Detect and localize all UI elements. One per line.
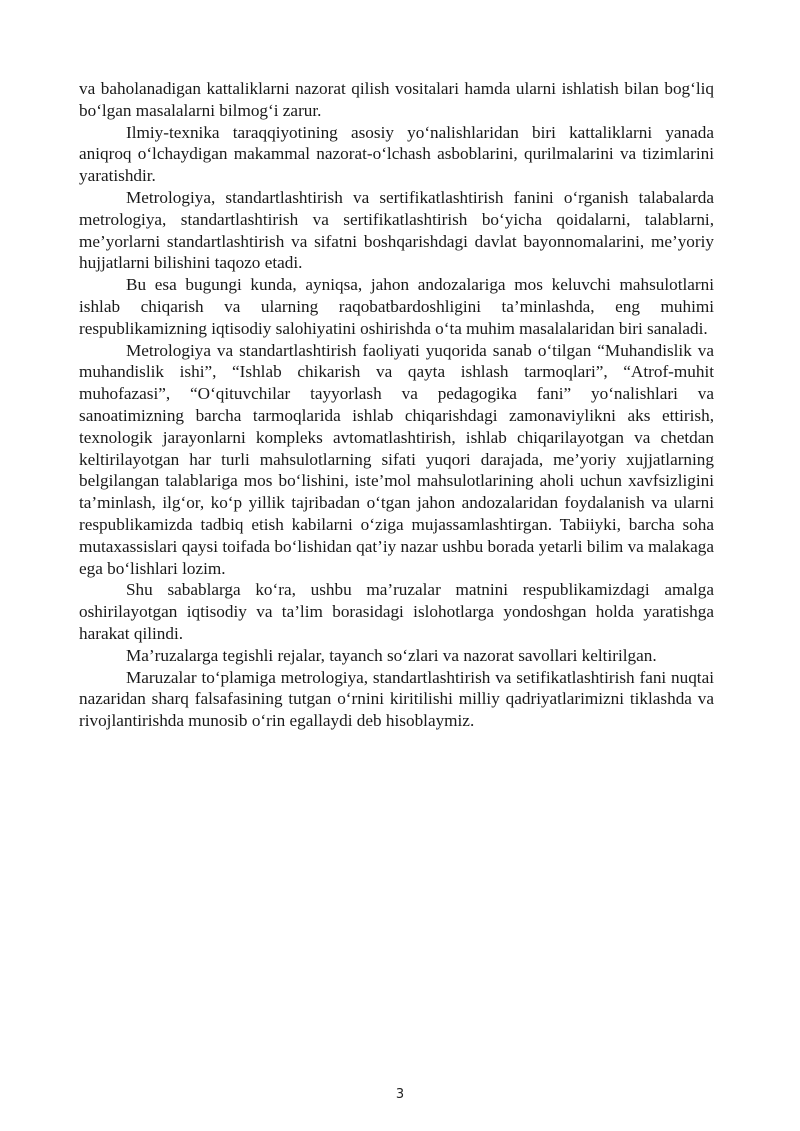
paragraph: Metrologiya va standartlashtirish faoliyati yuqorida sanab o‘tilgan “Muhandislik va muhandislik ishi”, “Ishlab chikarish va qayta ishlash tarmoqlari”, “Atrof-muhit muhofazasi”, “O‘qituvchilar tayyorlash va pedagogika fani” yo‘nalishlari va sanoatimizning barcha tarmoqlarida ishlab chiqarishdagi zamonaviylikni aks ettirish, texnologik jarayonlarni kompleks avtomatlashtirish, ishlab chiqarilayotgan va chetdan keltirilayotgan har turli mahsulotlarning sifati yuqori darajada, me’yoriy xujjatlarning belgilangan talablariga mos bo‘lishini, iste’mol mahsulotlarining aholi uchun xavfsizligini ta’minlash, ilg‘or, ko‘p yillik tajribadan o‘tgan jahon andozalaridan foydalanish va ularni respublikamizda tadbiq etish kabilarni o‘ziga mujassamlashtirgan. Tabiiyki, barcha soha mutaxassislari qaysi toifada bo‘lishidan qat’iy nazar ushbu borada yetarli bilim va malakaga ega bo‘lishlari lozim. [79,340,714,578]
paragraph: Ilmiy-texnika taraqqiyotining asosiy yo‘nalishlaridan biri kattaliklarni yanada aniqroq o‘lchaydigan makammal nazorat-o‘lchash asboblarini, qurilmalarini va tizimlarini yaratishdir. [79,122,714,186]
paragraph-continuation: va baholanadigan kattaliklarni nazorat qilish vositalari hamda ularni ishlatish bilan bog‘liq bo‘lgan masalalarni bilmog‘i zarur. [79,79,714,120]
paragraph: Bu esa bugungi kunda, ayniqsa, jahon andozalariga mos keluvchi mahsulotlarni ishlab chiqarish va ularning raqobatbardoshligini ta’minlashda, eng muhimi respublikamizning iqtisodiy salohiyatini oshirishda o‘ta muhim masalalaridan biri sanaladi. [79,275,714,338]
paragraph: Metrologiya, standartlashtirish va sertifikatlashtirish fanini o‘rganish talabalarda metrologiya, standartlashtirish va sertifikatlashtirish bo‘yicha qoidalarni, talablarni, me’yorlarni standartlashtirish va sifatni boshqarishdagi davlat bayonnomalarini, me’yoriy hujjatlarni bilishini taqozo etadi. [79,187,714,273]
paragraph: Maruzalar to‘plamiga metrologiya, standartlashtirish va setifikatlashtirish fani nuqtai nazaridan sharq falsafasining tutgan o‘rnini kiritilishi milliy qadriyatlarimizni tiklashda va rivojlantirishda munosib o‘rin egallaydi deb hisoblaymiz. [79,667,714,731]
document-body [79,78,714,732]
paragraph: Shu sabablarga ko‘ra, ushbu ma’ruzalar matnini respublikamizdagi amalga oshirilayotgan iqtisodiy va ta’lim borasidagi islohotlarga yondoshgan holda yaratishga harakat qilindi. [79,580,714,643]
paragraph: Ma’ruzalarga tegishli rejalar, tayanch so‘zlari va nazorat savollari keltirilgan. [126,645,657,665]
page-number: 3 [395,1087,405,1102]
